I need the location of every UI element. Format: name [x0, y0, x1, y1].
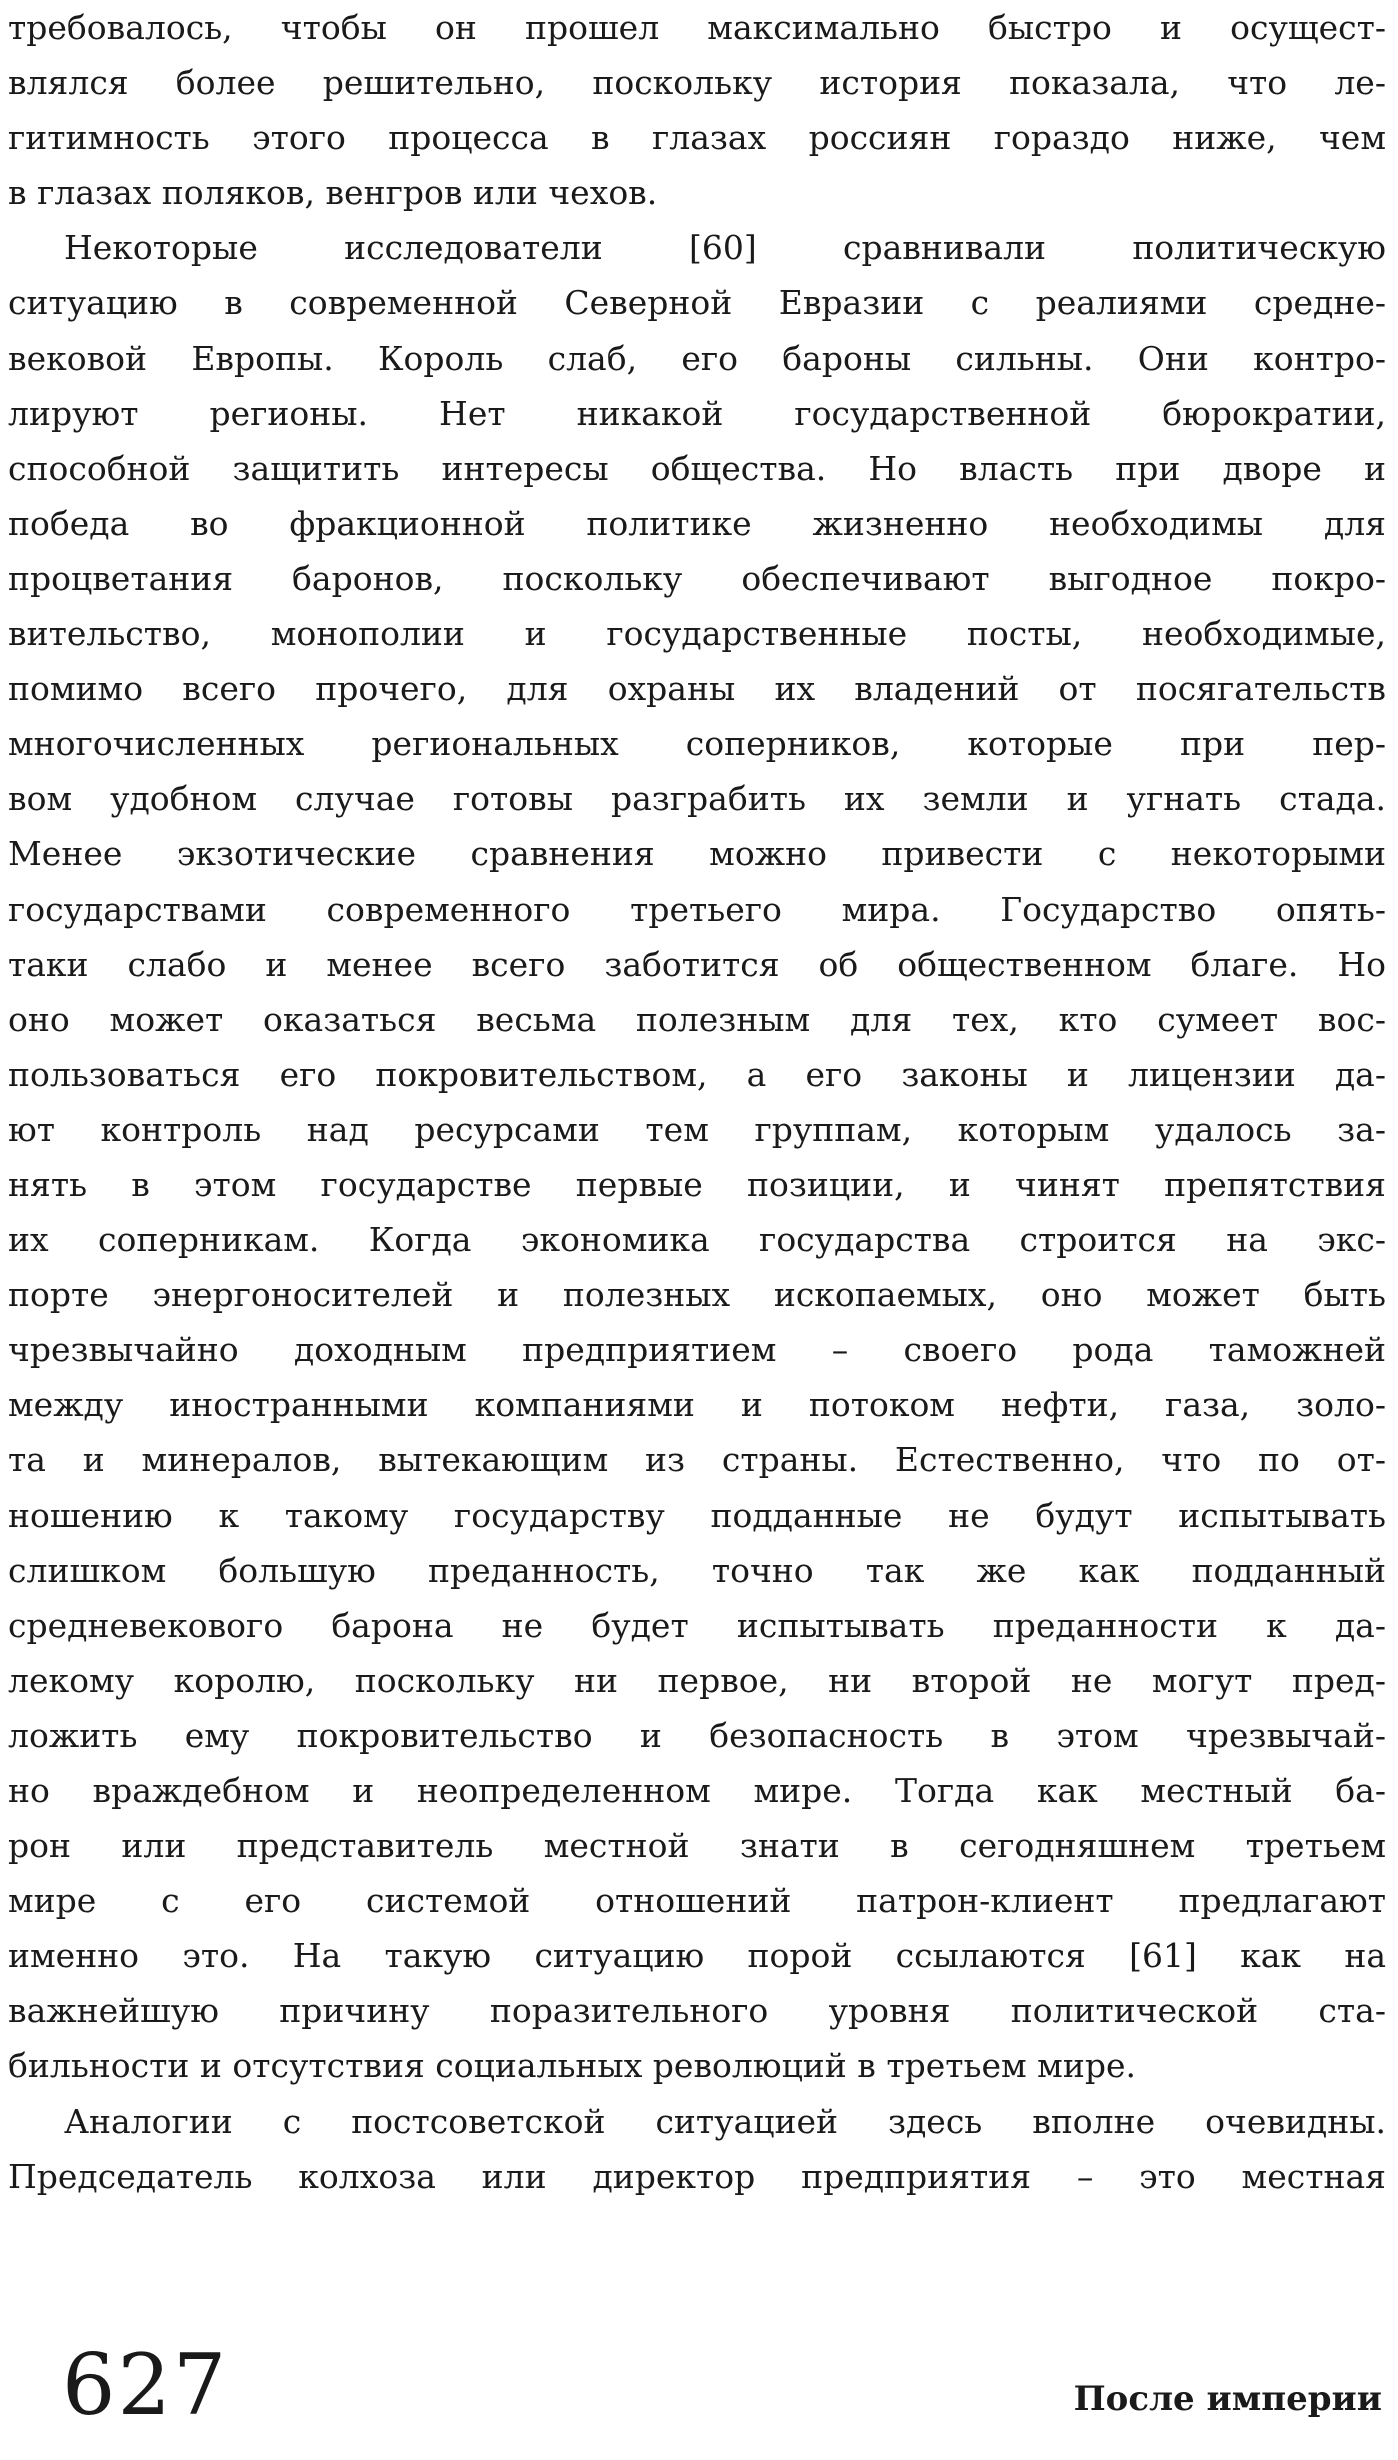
text-line: Некоторые исследователи [60] сравнивали политическую — [64, 228, 1386, 268]
text-line: слишком большую преданность, точно так же как подданный — [8, 1550, 1386, 1590]
text-line: гитимность этого процесса в глазах россиян гораздо ниже, чем — [8, 118, 1386, 158]
text-line: способной защитить интересы общества. Но власть при дворе и — [8, 448, 1386, 488]
text-line: между иностранными компаниями и потоком нефти, газа, золо- — [8, 1385, 1386, 1425]
text-line: требовалось, чтобы он прошел максимально быстро и осущест- — [8, 8, 1386, 47]
text-line: нять в этом государстве первые позиции, и чинят препятствия — [8, 1164, 1386, 1204]
text-line: оно может оказаться весьма полезным для тех, кто сумеет вос- — [8, 999, 1386, 1039]
text-line: ют контроль над ресурсами тем группам, которым удалось за- — [8, 1109, 1386, 1149]
text-line: влялся более решительно, поскольку история показала, что ле- — [8, 63, 1386, 103]
text-line: бильности и отсутствия социальных революций в третьем мире. — [8, 2046, 1136, 2086]
text-line: помимо всего прочего, для охраны их владений от посягательств — [8, 669, 1386, 709]
text-line: важнейшую причину поразительного уровня политической ста- — [8, 1991, 1386, 2031]
text-line: лируют регионы. Нет никакой государственной бюрократии, — [8, 393, 1386, 433]
text-line: та и минералов, вытекающим из страны. Естественно, что по от- — [8, 1440, 1386, 1480]
text-line: средневекового барона не будет испытывать преданности к да- — [8, 1605, 1386, 1645]
page-footer — [0, 2330, 1398, 2450]
text-line: Председатель колхоза или директор предприятия – это местная — [8, 2156, 1386, 2196]
text-line: Аналогии с постсоветской ситуацией здесь вполне очевидны. — [64, 2101, 1386, 2141]
text-line: многочисленных региональных соперников, которые при пер- — [8, 724, 1386, 764]
text-line: рон или представитель местной знати в сегодняшнем третьем — [8, 1826, 1386, 1866]
text-line: порте энергоносителей и полезных ископаемых, оно может быть — [8, 1275, 1386, 1315]
text-line: именно это. На такую ситуацию порой ссылаются [61] как на — [8, 1936, 1386, 1976]
text-line: ситуацию в современной Северной Евразии с реалиями средне- — [8, 283, 1386, 323]
text-line: вековой Европы. Король слаб, его бароны сильны. Они контро- — [8, 338, 1386, 378]
text-line: лекому королю, поскольку ни первое, ни второй не могут пред- — [8, 1660, 1386, 1700]
text-line: государствами современного третьего мира. Государство опять- — [8, 889, 1386, 929]
text-line: ложить ему покровительство и безопасность в этом чрезвычай- — [8, 1715, 1386, 1755]
text-line: Менее экзотические сравнения можно привести с некоторыми — [8, 834, 1386, 874]
text-line: победа во фракционной политике жизненно необходимы для — [8, 503, 1386, 543]
text-line: мире с его системой отношений патрон-клиент предлагают — [8, 1881, 1386, 1921]
text-line: вительство, монополии и государственные посты, необходимые, — [8, 614, 1386, 654]
body-text — [8, 0, 1386, 2204]
text-line: вом удобном случае готовы разграбить их земли и угнать стада. — [8, 779, 1386, 819]
text-line: пользоваться его покровительством, а его законы и лицензии да- — [8, 1054, 1386, 1094]
page-number: 627 — [62, 2336, 229, 2434]
text-line: процветания баронов, поскольку обеспечивают выгодное покро- — [8, 558, 1386, 598]
text-line: в глазах поляков, венгров или чехов. — [8, 173, 658, 213]
text-line: ношению к такому государству подданные не будут испытывать — [8, 1495, 1386, 1535]
running-title: После империи — [1073, 2379, 1382, 2419]
text-line: но враждебном и неопределенном мире. Тогда как местный ба- — [8, 1771, 1386, 1810]
text-line: чрезвычайно доходным предприятием – своего рода таможней — [8, 1330, 1386, 1370]
text-line: таки слабо и менее всего заботится об общественном благе. Но — [8, 944, 1386, 984]
text-line: их соперникам. Когда экономика государства строится на экс- — [8, 1220, 1386, 1260]
